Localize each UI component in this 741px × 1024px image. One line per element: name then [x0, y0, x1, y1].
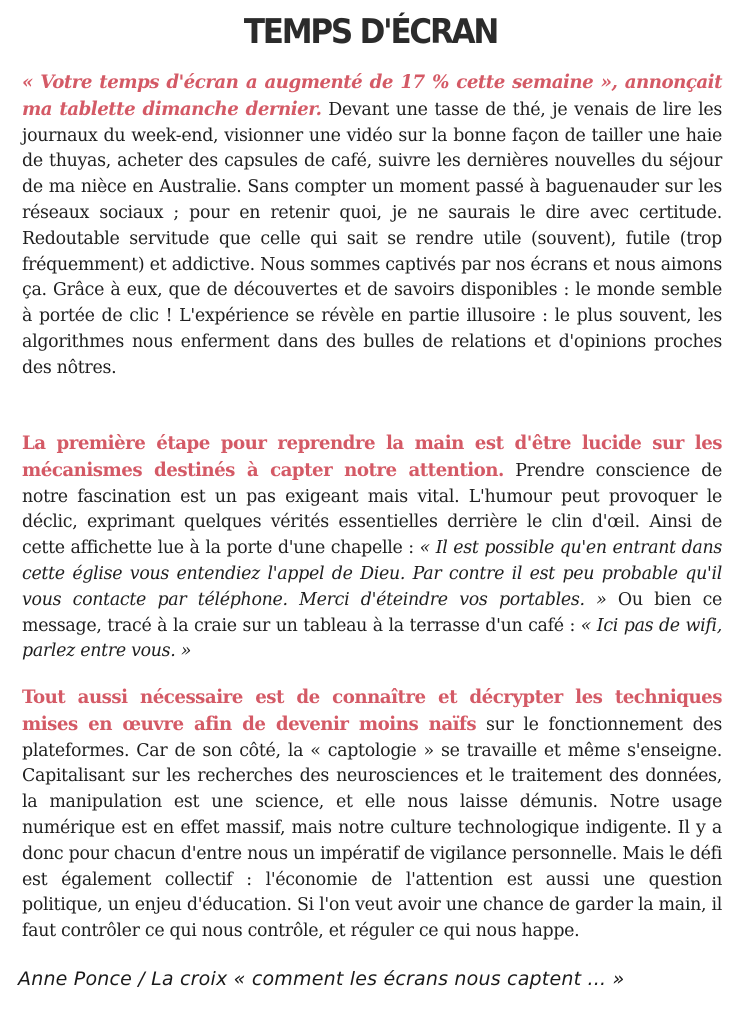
- paragraph-3-body: sur le fonctionnement des plateformes. Car de son côté, la « captologie » se travaille et même s'enseigne. Capitalisant sur les recherches des neurosciences et le traitement des données, la manipulation est une science, et elle nous laisse démunis. Notre usage numérique est en effet massif, mais notre culture technologique indigente. Il y a donc pour chacun d'entre nous un impératif de vigilance personnelle. Mais le défi est également collectif : l'économie de l'attention est aussi une question politique, un enjeu d'éducation. Si l'on veut avoir une chance de garder la main, il faut contrôler ce qui nous contrôle, et réguler ce qui nous happe.: [22, 714, 723, 942]
- paragraph-3-lead: Tout aussi nécessaire est de connaître et décrypter les techniques mises en œuvre afin de devenir moins naïfs: [22, 687, 722, 735]
- paragraph-3: [22, 685, 722, 945]
- paragraph-2-lead: La première étape pour reprendre la main est d'être lucide sur les mécanismes destinés à capter notre attention.: [22, 433, 722, 481]
- paragraph-2-body-2: Ou bien ce message, tracé à la craie sur un tableau à la terrasse d'un café :: [22, 589, 723, 636]
- paragraph-2-body-1: Prendre conscience de notre fascination est un pas exigeant mais vital. L'humour peut provoquer le déclic, exprimant quelques vérités essentielles derrière le clin d'œil. Ainsi de cette affichette lue à la porte d'une chapelle :: [22, 460, 723, 559]
- article-title: TEMPS D'ÉCRAN: [243, 12, 498, 52]
- cafe-quote: « Ici pas de wifi, parlez entre vous. »: [22, 615, 722, 662]
- paragraph-1: [22, 70, 722, 382]
- paragraph-1-body: Devant une tasse de thé, je venais de lire les journaux du week-end, visionner une vidéo sur la bonne façon de tailler une haie de thuyas, acheter des capsules de café, suivre les dernières nouvelles du séjour de ma nièce en Australie. Sans compter un moment passé à baguenauder sur les réseaux sociaux ; pour en retenir quoi, je ne saurais le dire avec certitude. Redoutable servitude que celle qui sait se rendre utile (souvent), futile (trop fréquemment) et addictive. Nous sommes captivés par nos écrans et nous aimons ça. Grâce à eux, que de découvertes et de savoirs disponibles : le monde semble à portée de clic ! L'expérience se révèle en partie illusoire : le plus souvent, les algorithmes nous enferment dans des bulles de relations et d'opinions proches des nôtres.: [22, 99, 722, 378]
- handwritten-source-note: Anne Ponce / La croix « comment les écrans nous captent ... »: [18, 968, 625, 990]
- chapel-quote: « Il est possible qu'en entrant dans cette église vous entendiez l'appel de Dieu. Par contre il est peu probable qu'il vous contacte par téléphone. Merci d'éteindre vos portables. »: [22, 538, 722, 610]
- paragraph-2: [22, 431, 722, 665]
- paragraph-1-lead: « Votre temps d'écran a augmenté de 17 % cette semaine », annonçait ma tablette dimanche dernier.: [22, 72, 722, 120]
